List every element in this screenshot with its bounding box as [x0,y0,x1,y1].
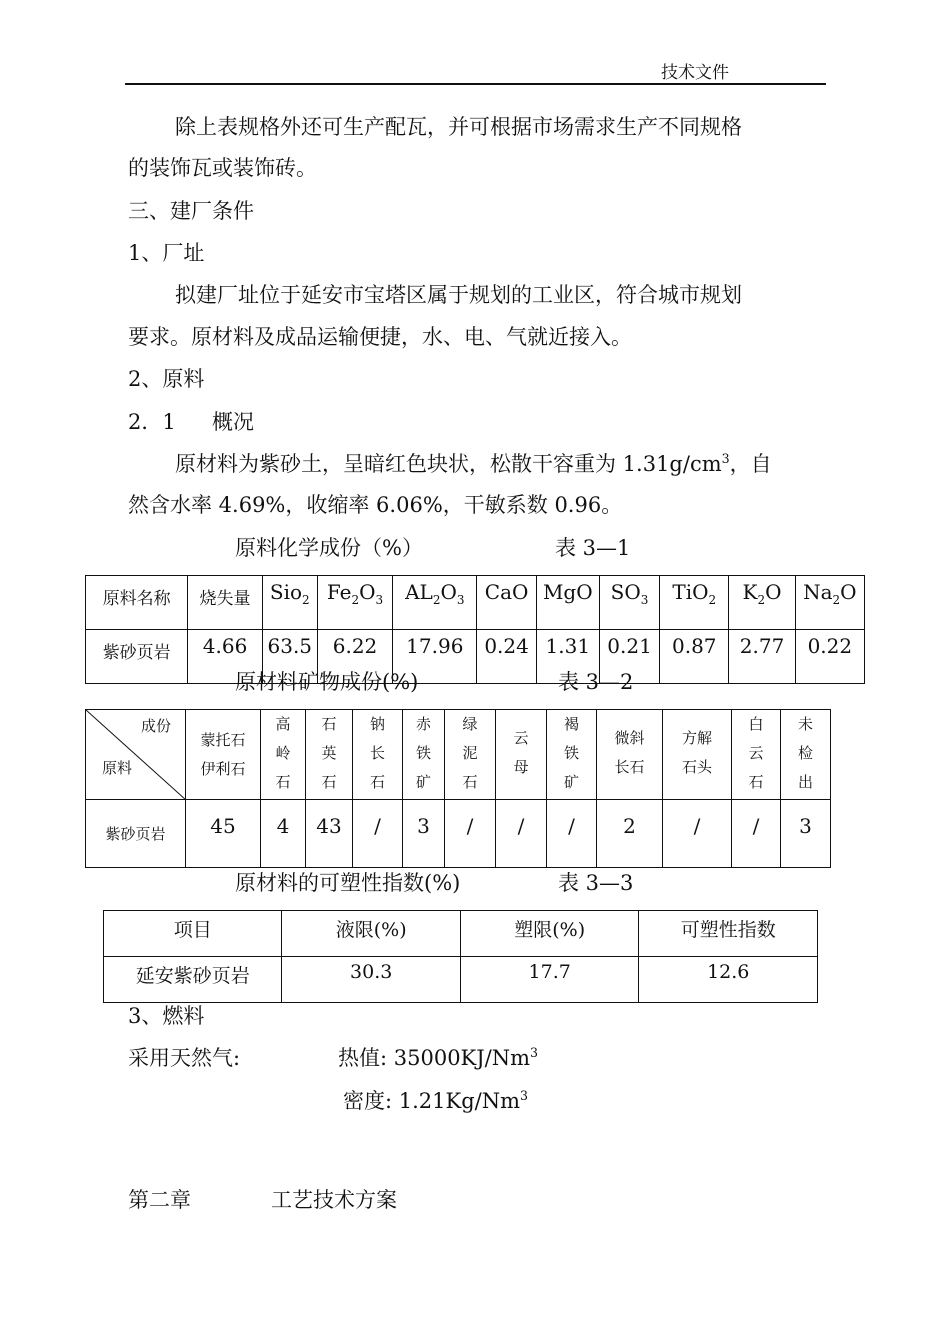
header-cell: $SO_3$ [599,576,659,630]
header-cell: MgO [536,576,599,630]
header-cell: 可塑性指数 [639,911,818,957]
header-cell: $Na_2O$ [795,576,864,630]
table-cell: 延安紫砂页岩 [104,957,282,1003]
header-cell: 微斜 长石 [597,710,663,800]
table-cell: 0.87 [660,630,729,684]
table2-caption: 原材料矿物成份(%) [235,670,419,694]
diagonal-line [86,710,186,800]
corner-top-label: 成份 [140,717,171,735]
header-cell: TiO$_2$ [660,576,729,630]
table-cell: 紫砂页岩 [86,630,188,684]
header-cell: $AL_2O_3$ [393,576,477,630]
table-cell: 2.77 [729,630,795,684]
overview-label: 概况 [212,410,254,434]
chapter-number: 第二章 [128,1188,191,1212]
table-cell: 3 [403,800,445,868]
table-cell: 17.7 [460,957,639,1003]
table2-number: 表 3—2 [558,670,634,694]
paragraph-line: 原材料为紫砂土，呈暗红色块状，松散干容重为 $1.31g/cm^3$，自 [175,451,772,476]
header-cell: CaO [477,576,536,630]
subsection-heading: 1、厂址 [128,241,205,265]
plasticity-index-table [103,910,818,1003]
paragraph-line: 然含水率 4.69%，收缩率 6.06%，干敏系数 0.96。 [128,493,623,517]
header-cell: 原料名称 [86,576,188,630]
table-cell: 3 [781,800,831,868]
fuel-heading: 3、燃料 [128,1004,205,1028]
table-cell: 4 [261,800,306,868]
corner-bottom-label: 原料 [102,759,133,777]
header-cell: 云 母 [496,710,547,800]
header-cell: 白 云 石 [732,710,781,800]
header-cell: 烧失量 [188,576,262,630]
table-cell: 0.24 [477,630,536,684]
table-row [86,800,831,868]
table-cell: / [496,800,547,868]
chapter-title: 工艺技术方案 [271,1188,397,1212]
table-cell: 4.66 [188,630,262,684]
paragraph-line: 的装饰瓦或装饰砖。 [128,156,317,180]
header-cell: 钠 长 石 [353,710,403,800]
table-cell: 6.22 [317,630,392,684]
table3-caption: 原材料的可塑性指数(%) [235,871,461,895]
header-cell: 高 岭 石 [261,710,306,800]
header-cell: 液限(%) [282,911,461,957]
paragraph-line: 拟建厂址位于延安市宝塔区属于规划的工业区，符合城市规划 [175,283,742,307]
corner-header-cell [86,710,186,800]
table-cell: 43 [306,800,353,868]
header-cell: 蒙托石 伊利石 [186,710,261,800]
table-header-row [86,710,831,800]
header-cell: 石 英 石 [306,710,353,800]
header-label: 技术文件 [661,63,729,83]
section-heading: 三、建厂条件 [128,199,254,223]
table3-number: 表 3—3 [558,871,634,895]
fuel-heat-value: 热值: 35000KJ/Nm$^3$ [338,1045,539,1070]
header-cell: 赤 铁 矿 [403,710,445,800]
table1-caption: 原料化学成份（%） [235,536,423,560]
table-row [104,957,818,1003]
fuel-density: 密度: 1.21Kg/Nm$^3$ [343,1088,529,1113]
table-header-row [104,911,818,957]
mineral-composition-table [85,709,831,868]
header-cell: 项目 [104,911,282,957]
paragraph-line: 要求。原材料及成品运输便捷，水、电、气就近接入。 [128,325,632,349]
table-cell: 63.5 [262,630,317,684]
header-cell: Sio$_2$ [262,576,317,630]
table-cell: / [663,800,732,868]
chemical-composition-table [85,575,865,684]
table-cell: 12.6 [639,957,818,1003]
table-cell: 1.31 [536,630,599,684]
table-cell: 0.22 [795,630,864,684]
table-cell: 2 [597,800,663,868]
overview-number: 2．1 [128,410,176,434]
header-cell: $Fe_2O_3$ [317,576,392,630]
header-cell: $K_2O$ [729,576,795,630]
header-cell: 方解 石头 [663,710,732,800]
table-header-row [86,576,865,630]
header-rule [125,83,826,85]
table1-number: 表 3—1 [555,536,631,560]
table-cell: 30.3 [282,957,461,1003]
table-cell: 45 [186,800,261,868]
table-row [86,630,865,684]
header-cell: 未 检 出 [781,710,831,800]
table-cell: 0.21 [599,630,659,684]
fuel-label: 采用天然气: [128,1046,241,1070]
paragraph-line: 除上表规格外还可生产配瓦，并可根据市场需求生产不同规格 [175,115,742,139]
header-cell: 绿 泥 石 [445,710,496,800]
table-cell: / [732,800,781,868]
table-cell: / [547,800,597,868]
row-label-cell: 紫砂页岩 [86,800,186,868]
subsection-heading: 2、原料 [128,367,205,391]
table-cell: / [353,800,403,868]
header-cell: 塑限(%) [460,911,639,957]
table-cell: 17.96 [393,630,477,684]
table-cell: / [445,800,496,868]
header-cell: 褐 铁 矿 [547,710,597,800]
